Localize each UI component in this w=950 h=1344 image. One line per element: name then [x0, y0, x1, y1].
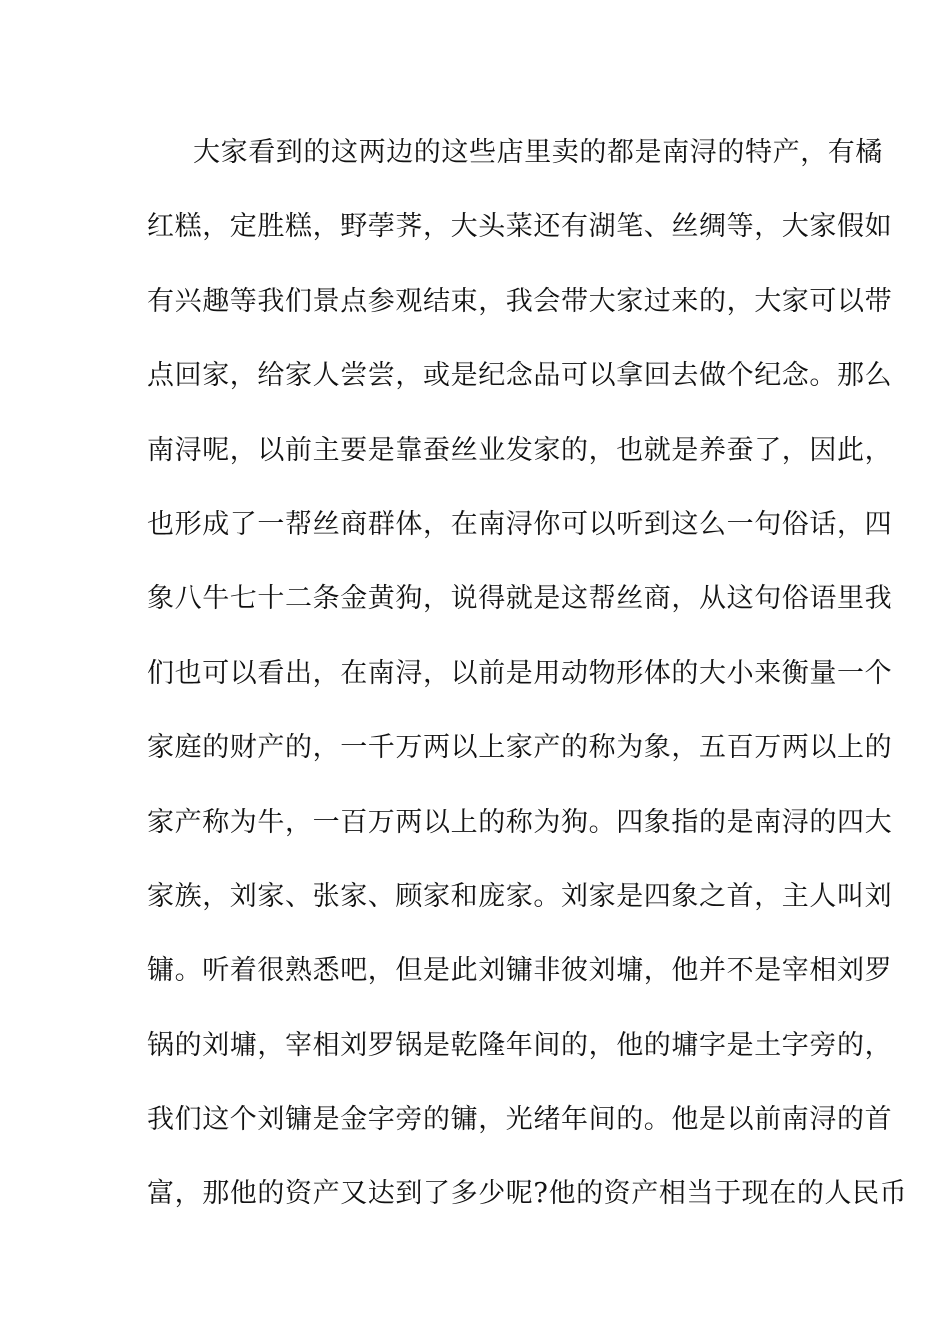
text-line-8: 们也可以看出，在南浔，以前是用动物形体的大小来衡量一个 — [147, 657, 893, 689]
text-line-6: 也形成了一帮丝商群体，在南浔你可以听到这么一句俗话，四 — [147, 508, 893, 540]
text-line-15: 富，那他的资产又达到了多少呢?他的资产相当于现在的人民币 — [147, 1178, 908, 1210]
body-paragraph — [147, 126, 908, 1242]
text-line-13: 锅的刘墉，宰相刘罗锅是乾隆年间的，他的墉字是土字旁的， — [147, 1029, 893, 1061]
text-line-5: 南浔呢，以前主要是靠蚕丝业发家的，也就是养蚕了，因此， — [147, 434, 893, 466]
text-line-1: 大家看到的这两边的这些店里卖的都是南浔的特产，有橘 — [193, 137, 883, 168]
text-line-4: 点回家，给家人尝尝，或是纪念品可以拿回去做个纪念。那么 — [147, 360, 893, 392]
text-line-3: 有兴趣等我们景点参观结束，我会带大家过来的，大家可以带 — [147, 285, 893, 317]
text-line-2: 红糕，定胜糕，野荸荠，大头菜还有湖笔、丝绸等，大家假如 — [147, 211, 893, 243]
text-line-11: 家族，刘家、张家、顾家和庞家。刘家是四象之首，主人叫刘 — [147, 880, 893, 912]
text-line-7: 象八牛七十二条金黄狗，说得就是这帮丝商，从这句俗语里我 — [147, 583, 893, 615]
text-line-12: 镛。听着很熟悉吧，但是此刘镛非彼刘墉，他并不是宰相刘罗 — [147, 955, 893, 987]
text-line-9: 家庭的财产的，一千万两以上家产的称为象，五百万两以上的 — [147, 732, 893, 764]
text-line-10: 家产称为牛，一百万两以上的称为狗。四象指的是南浔的四大 — [147, 806, 893, 838]
text-line-14: 我们这个刘镛是金字旁的镛，光绪年间的。他是以前南浔的首 — [147, 1104, 893, 1136]
